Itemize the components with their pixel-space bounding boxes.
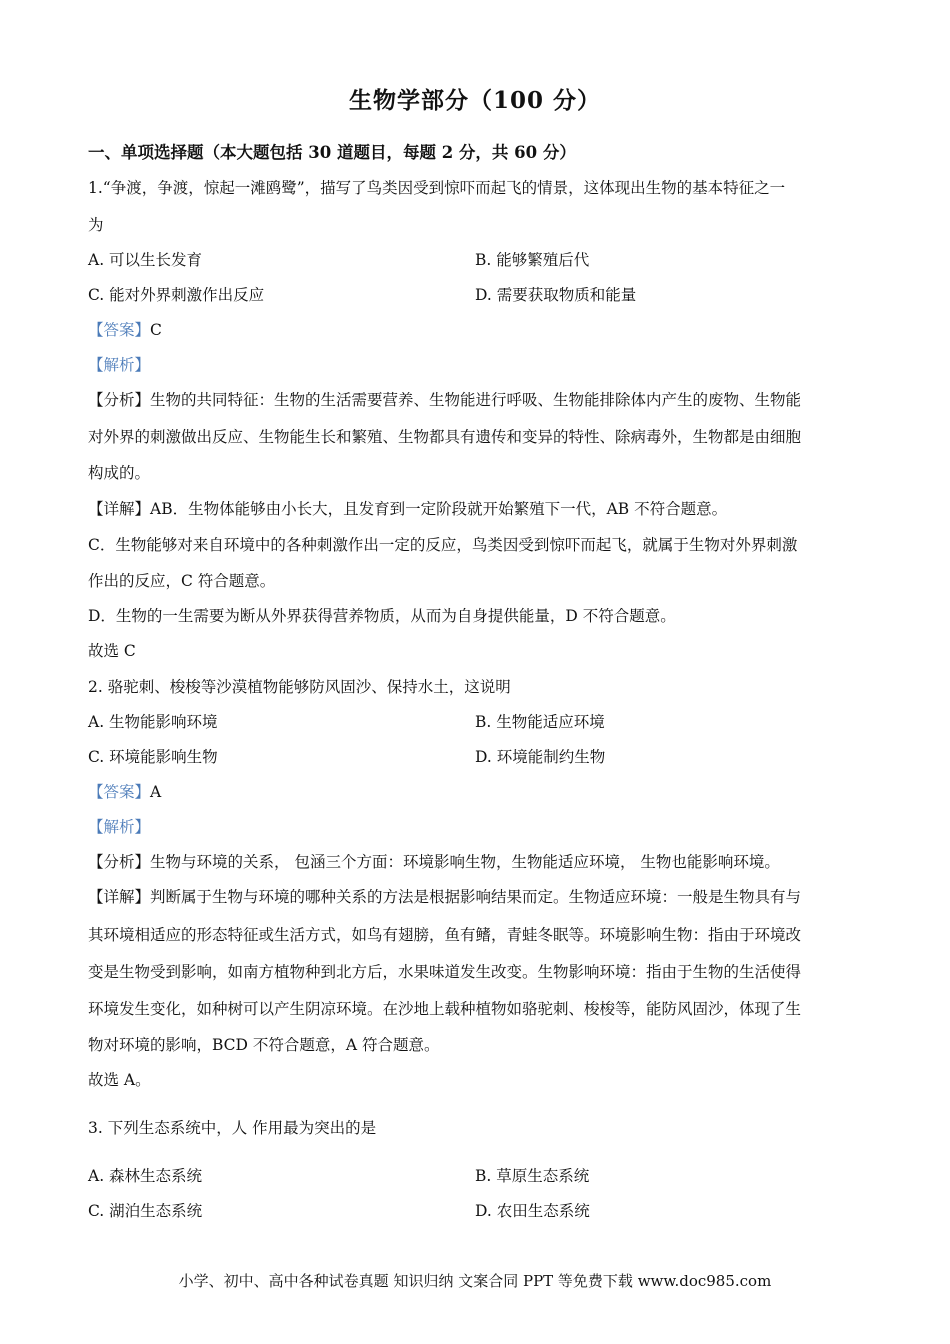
answer-value: A [150, 783, 162, 801]
q3-option-a: A. 森林生态系统 [88, 1167, 203, 1185]
q1-option-b: B. 能够繁殖后代 [475, 251, 590, 269]
q2-conclusion: 故选 A。 [88, 1071, 151, 1089]
page-footer: 小学、初中、高中各种试卷真题 知识归纳 文案合同 PPT 等免费下载 www.doc985.com [178, 1272, 772, 1290]
q1-fenxi-line-3: 构成的。 [88, 464, 151, 482]
q1-xiangjie-line-1 [88, 499, 727, 519]
q1-answer [88, 320, 162, 340]
q1-option-d: D. 需要获取物质和能量 [475, 286, 637, 304]
q2-xiangjie-line-1 [88, 887, 801, 907]
q1-xiangjie-line-3: 作出的反应，C 符合题意。 [88, 572, 276, 590]
q3-option-c: C. 湖泊生态系统 [88, 1202, 203, 1220]
q1-stem-line-1: 1.“争渡，争渡，惊起一滩鸥鹭”，描写了鸟类因受到惊吓而起飞的情景，这体现出生物的基本特征之一 [88, 179, 786, 197]
q2-xiangjie-line-2: 其环境相适应的形态特征或生活方式，如鸟有翅膀，鱼有鳍，青蛙冬眠等。环境影响生物：指由于环境改 [88, 926, 802, 944]
q2-stem: 2. 骆驼刺、梭梭等沙漠植物能够防风固沙、保持水土，这说明 [88, 678, 511, 696]
xiangjie-text: AB．生物体能够由小长大，且发育到一定阶段就开始繁殖下一代，AB 不符合题意。 [150, 500, 728, 518]
section-heading: 一、单项选择题（本大题包括 30 道题目，每题 2 分，共 60 分） [88, 143, 576, 162]
q1-option-c: C. 能对外界刺激作出反应 [88, 286, 265, 304]
q2-answer [88, 782, 161, 802]
q3-stem: 3. 下列生态系统中，人 作用最为突出的是 [88, 1119, 377, 1137]
fenxi-tag: 【分析】 [88, 391, 151, 409]
q3-option-b: B. 草原生态系统 [475, 1167, 590, 1185]
answer-tag: 【答案】 [88, 321, 151, 339]
q2-option-c: C. 环境能影响生物 [88, 748, 218, 766]
answer-tag: 【答案】 [88, 783, 151, 801]
fenxi-tag: 【分析】 [88, 853, 151, 871]
q2-fenxi-line-1 [88, 852, 780, 872]
q1-xiangjie-line-4: D．生物的一生需要为断从外界获得营养物质，从而为自身提供能量，D 不符合题意。 [88, 607, 676, 625]
fenxi-text: 生物与环境的关系， 包涵三个方面：环境影响生物，生物能适应环境， 生物也能影响环境。 [150, 853, 780, 871]
q1-xiangjie-line-2: C．生物能够对来自环境中的各种刺激作出一定的反应，鸟类因受到惊吓而起飞，就属于生物对外界刺激 [88, 536, 798, 554]
xiangjie-tag: 【详解】 [88, 500, 151, 518]
page-title: 生物学部分（100 分） [348, 87, 602, 114]
q2-xiangjie-line-5: 物对环境的影响，BCD 不符合题意，A 符合题意。 [88, 1036, 440, 1054]
q1-analysis-tag: 【解析】 [88, 356, 151, 374]
q1-fenxi-line-1 [88, 390, 801, 410]
q1-stem-line-2: 为 [88, 216, 104, 234]
q2-option-b: B. 生物能适应环境 [475, 713, 605, 731]
fenxi-text: 生物的共同特征：生物的生活需要营养、生物能进行呼吸、生物能排除体内产生的废物、生物能 [150, 391, 802, 409]
q2-xiangjie-line-4: 环境发生变化，如种树可以产生阴凉环境。在沙地上载种植物如骆驼刺、梭梭等，能防风固沙，体现了生 [88, 1000, 802, 1018]
xiangjie-text: 判断属于生物与环境的哪种关系的方法是根据影响结果而定。生物适应环境：一般是生物具有与 [150, 888, 802, 906]
q2-xiangjie-line-3: 变是生物受到影响，如南方植物种到北方后，水果味道发生改变。生物影响环境：指由于生物的生活使得 [88, 963, 802, 981]
q2-analysis-tag: 【解析】 [88, 818, 151, 836]
q1-conclusion: 故选 C [88, 642, 136, 660]
q1-fenxi-line-2: 对外界的刺激做出反应、生物能生长和繁殖、生物都具有遗传和变异的特性、除病毒外，生物都是由细胞 [88, 428, 802, 446]
q3-option-d: D. 农田生态系统 [475, 1202, 590, 1220]
answer-value: C [150, 321, 162, 339]
q1-option-a: A. 可以生长发育 [88, 251, 203, 269]
q2-option-a: A. 生物能影响环境 [88, 713, 218, 731]
xiangjie-tag: 【详解】 [88, 888, 151, 906]
q2-option-d: D. 环境能制约生物 [475, 748, 606, 766]
